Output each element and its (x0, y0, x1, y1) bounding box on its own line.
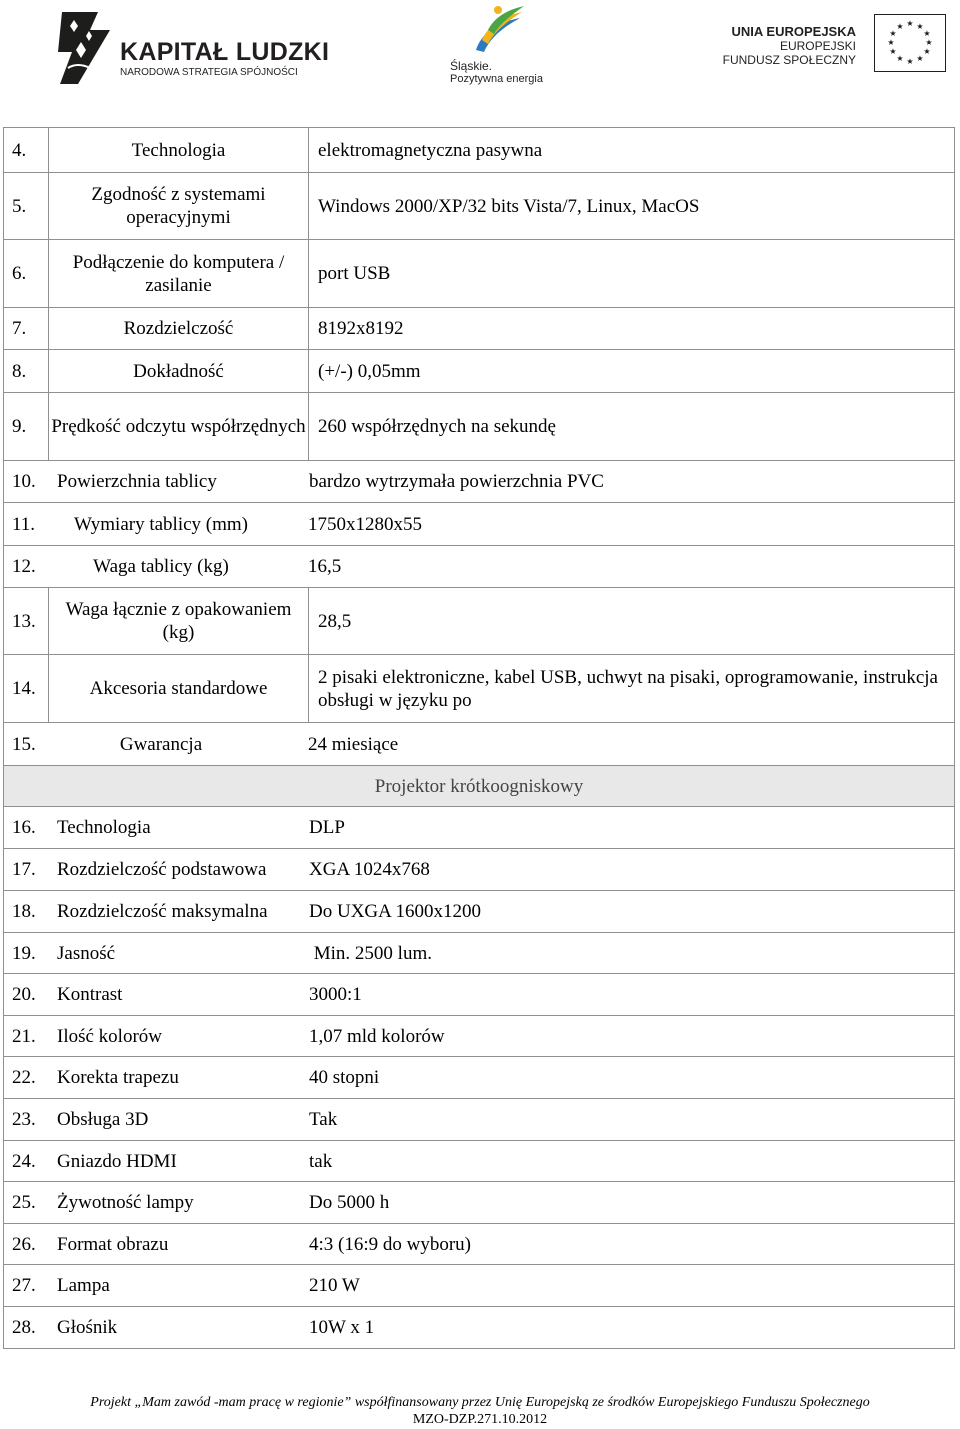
svg-text:★: ★ (923, 47, 931, 56)
section-header-row (4, 766, 955, 807)
row-number: 23. (12, 1109, 36, 1130)
row-label: Format obrazu (57, 1233, 169, 1255)
row-number: 27. (12, 1275, 36, 1296)
row-full (4, 933, 955, 974)
row-number: 24. (12, 1150, 36, 1172)
row-value: Windows 2000/XP/32 bits Vista/7, Linux, MacOS (309, 173, 955, 240)
svg-text:★: ★ (889, 29, 897, 38)
table-row (4, 933, 955, 974)
row-value: Do 5000 h (309, 1192, 390, 1213)
table-row (4, 173, 955, 240)
slaskie-slogan: Pozytywna energia (450, 73, 543, 85)
row-value: 3000:1 (309, 984, 362, 1005)
section-title: Projektor krótkoogniskowy (4, 766, 955, 807)
table-row (4, 128, 955, 173)
row-full (4, 546, 955, 588)
row-number: 11. (12, 513, 36, 535)
footer-project-text: Projekt „Mam zawód -mam pracę w regionie” współfinansowany przez Unię Europejską ze środków Europejskiego Funduszu Społecznego (90, 1395, 870, 1410)
row-value: bardzo wytrzymała powierzchnia PVC (309, 471, 604, 492)
row-label: Żywotność lampy (57, 1192, 194, 1213)
row-label: Jasność (57, 942, 116, 964)
table-row (4, 1307, 955, 1349)
row-number: 15. (12, 733, 36, 755)
svg-text:★: ★ (916, 54, 924, 63)
svg-text:★: ★ (896, 22, 904, 31)
row-number: 9. (4, 393, 49, 461)
table-row (4, 655, 955, 723)
svg-text:★: ★ (889, 47, 897, 56)
row-full (4, 1141, 955, 1182)
svg-text:★: ★ (906, 19, 914, 28)
row-label: Rozdzielczość podstawowa (57, 859, 267, 880)
row-full (4, 1182, 955, 1224)
row-number: 5. (4, 173, 49, 240)
table-row (4, 1057, 955, 1099)
row-full (4, 807, 955, 849)
row-label: Gniazdo HDMI (57, 1150, 177, 1172)
page-footer (0, 1394, 960, 1428)
table-row (4, 350, 955, 393)
page-header (0, 0, 960, 100)
table-row (4, 393, 955, 461)
row-number: 8. (4, 350, 49, 393)
row-full (4, 1224, 955, 1265)
row-value: 16,5 (308, 556, 342, 577)
row-label: Obsługa 3D (57, 1109, 149, 1130)
row-full (4, 1265, 955, 1307)
row-value: 28,5 (309, 588, 955, 655)
row-full (4, 1099, 955, 1141)
row-value: 1750x1280x55 (308, 513, 422, 535)
row-label: Gwarancja (119, 733, 203, 755)
slaskie-swoosh-icon (468, 4, 528, 56)
svg-text:★: ★ (906, 57, 914, 66)
row-number: 22. (12, 1067, 36, 1088)
row-value: 2 pisaki elektroniczne, kabel USB, uchwyt na pisaki, oprogramowanie, instrukcja obsługi w języku po (309, 655, 955, 723)
slaskie-name: Śląskie. (450, 59, 493, 73)
row-number: 6. (4, 240, 49, 308)
row-full (4, 723, 955, 766)
svg-text:★: ★ (925, 38, 933, 47)
row-number: 17. (12, 859, 36, 880)
row-number: 14. (4, 655, 49, 723)
row-full (4, 461, 955, 503)
kapital-ludzki-logo (56, 10, 330, 90)
row-label: Technologia (49, 128, 309, 173)
row-label: Lampa (57, 1275, 110, 1296)
row-value: (+/-) 0,05mm (309, 350, 955, 393)
row-label: Powierzchnia tablicy (57, 471, 217, 492)
table-row (4, 240, 955, 308)
row-label: Zgodność z systemami operacyjnymi (49, 173, 309, 240)
row-label: Wymiary tablicy (mm) (73, 513, 249, 535)
row-value: 8192x8192 (309, 308, 955, 350)
row-number: 13. (4, 588, 49, 655)
table-row (4, 588, 955, 655)
row-label: Rozdzielczość (49, 308, 309, 350)
row-label: Technologia (57, 817, 151, 838)
row-label: Ilość kolorów (57, 1025, 163, 1047)
table-row (4, 1016, 955, 1057)
svg-text:★: ★ (887, 38, 895, 47)
table-row (4, 308, 955, 350)
table-row (4, 1265, 955, 1307)
row-label: Dokładność (49, 350, 309, 393)
row-label: Akcesoria standardowe (49, 655, 309, 723)
table-row (4, 807, 955, 849)
row-label: Głośnik (57, 1317, 118, 1338)
row-label: Waga łącznie z opakowaniem (kg) (49, 588, 309, 655)
table-row (4, 1141, 955, 1182)
table-row (4, 1099, 955, 1141)
svg-text:★: ★ (916, 22, 924, 31)
row-number: 12. (12, 556, 36, 577)
eu-line-3: FUNDUSZ SPOŁECZNY (722, 53, 856, 67)
row-value: Min. 2500 lum. (309, 942, 432, 964)
row-number: 25. (12, 1192, 36, 1213)
svg-text:★: ★ (896, 54, 904, 63)
table-row (4, 1182, 955, 1224)
table-row (4, 891, 955, 933)
row-number: 28. (12, 1317, 36, 1338)
row-number: 19. (12, 942, 36, 964)
row-number: 16. (12, 817, 36, 838)
kapital-ludzki-emblem-icon (56, 10, 116, 86)
row-full (4, 849, 955, 891)
row-full (4, 974, 955, 1016)
row-full (4, 1057, 955, 1099)
row-value: tak (309, 1150, 333, 1172)
row-label: Rozdzielczość maksymalna (57, 901, 268, 922)
row-full (4, 891, 955, 933)
row-value: Do UXGA 1600x1200 (309, 901, 482, 922)
kapital-ludzki-title: KAPITAŁ LUDZKI (120, 38, 330, 66)
row-number: 7. (4, 308, 49, 350)
table-row (4, 974, 955, 1016)
table-row (4, 503, 955, 546)
row-value: 210 W (309, 1275, 360, 1296)
table-row (4, 461, 955, 503)
slaskie-logo (444, 4, 554, 90)
kapital-ludzki-subtitle: NARODOWA STRATEGIA SPÓJNOŚCI (120, 67, 298, 78)
table-row (4, 723, 955, 766)
row-value: XGA 1024x768 (309, 859, 430, 880)
row-value: 1,07 mld kolorów (309, 1025, 445, 1047)
table-row (4, 1224, 955, 1265)
row-value: DLP (309, 817, 345, 838)
row-number: 4. (4, 128, 49, 173)
eu-line-1: UNIA EUROPEJSKA (731, 24, 856, 39)
row-label: Korekta trapezu (57, 1067, 179, 1088)
row-value: 260 współrzędnych na sekundę (309, 393, 955, 461)
row-value: 10W x 1 (309, 1317, 375, 1338)
row-value: port USB (309, 240, 955, 308)
row-number: 10. (12, 471, 36, 492)
row-value: Tak (309, 1109, 338, 1130)
row-label: Podłączenie do komputera / zasilanie (49, 240, 309, 308)
row-label: Kontrast (57, 984, 123, 1005)
row-number: 18. (12, 901, 36, 922)
row-label: Prędkość odczytu współrzędnych (49, 393, 309, 461)
spec-table (3, 127, 955, 1349)
eu-line-2: EUROPEJSKI (779, 39, 856, 53)
row-label: Waga tablicy (kg) (93, 556, 229, 577)
row-value: 24 miesiące (308, 733, 399, 755)
row-value: 40 stopni (309, 1067, 380, 1088)
eu-logo-text (723, 24, 856, 67)
table-row (4, 546, 955, 588)
eu-flag-icon (874, 14, 946, 72)
eu-logo (722, 14, 946, 78)
row-number: 26. (12, 1233, 36, 1255)
row-value: elektromagnetyczna pasywna (309, 128, 955, 173)
row-number: 21. (12, 1025, 36, 1047)
row-full (4, 1307, 955, 1349)
footer-reference: MZO-DZP.271.10.2012 (412, 1412, 548, 1427)
table-row (4, 849, 955, 891)
row-value: 4:3 (16:9 do wyboru) (309, 1233, 472, 1255)
row-full (4, 1016, 955, 1057)
row-full (4, 503, 955, 546)
svg-text:★: ★ (923, 29, 931, 38)
row-number: 20. (12, 984, 36, 1005)
